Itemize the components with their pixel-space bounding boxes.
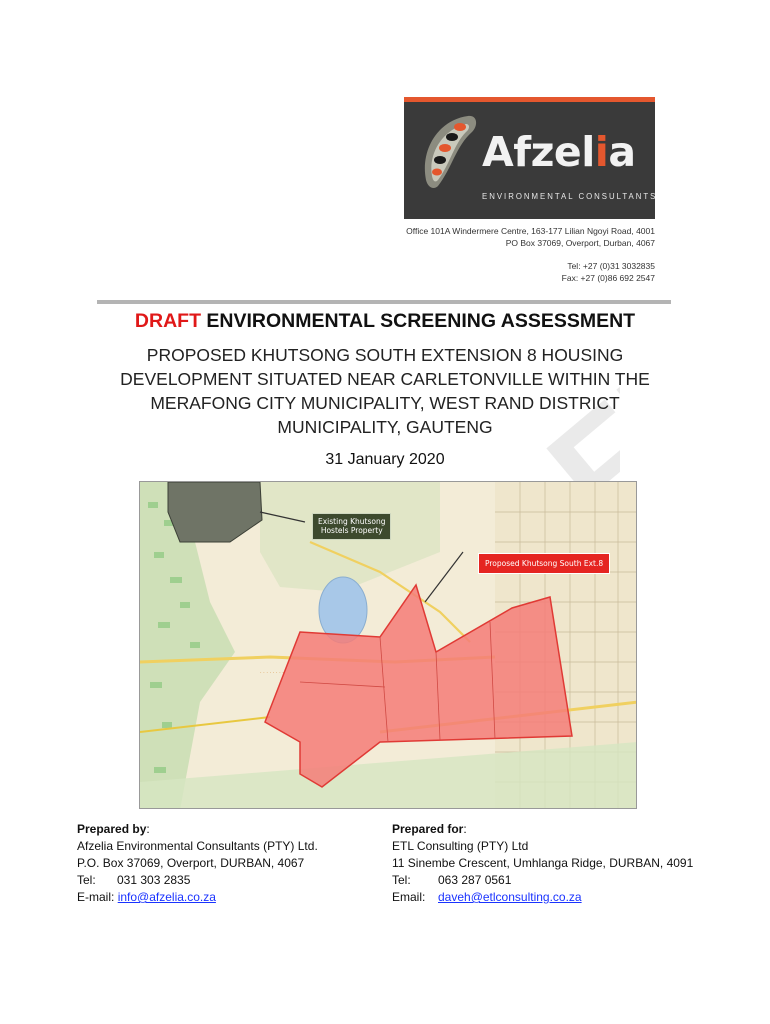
subtitle-line-1: PROPOSED KHUTSONG SOUTH EXTENSION 8 HOUSING	[146, 345, 624, 365]
prepared-by-email: E-mail: info@afzelia.co.za	[77, 890, 216, 904]
logo-seed-mark-icon	[416, 110, 480, 194]
existing-hostels-label: Existing Khutsong Hostels Property	[312, 513, 391, 540]
prepared-for-postal: 11 Sinembe Crescent, Umhlanga Ridge, DURBAN, 4091	[392, 856, 694, 870]
document-title: DRAFT ENVIRONMENTAL SCREENING ASSESSMENT	[134, 310, 636, 332]
prepared-by-heading: Prepared by	[77, 822, 147, 836]
subtitle-line-3: MERAFONG CITY MUNICIPALITY, WEST RAND DISTRICT	[150, 393, 620, 413]
prepared-for-tel: Tel: 063 287 0561	[392, 873, 512, 887]
subtitle-line-2: DEVELOPMENT SITUATED NEAR CARLETONVILLE WITHIN THE	[120, 369, 650, 389]
prepared-for-company: ETL Consulting (PTY) Ltd	[392, 839, 529, 853]
prepared-by-tel: Tel: 031 303 2835	[77, 873, 191, 887]
prepared-for-heading: Prepared for	[392, 822, 464, 836]
prepared-by-company: Afzelia Environmental Consultants (PTY) Ltd.	[77, 839, 318, 853]
prepared-by-postal: P.O. Box 37069, Overport, DURBAN, 4067	[77, 856, 305, 870]
address-line-1: Office 101A Windermere Centre, 163-177 Lilian Ngoyi Road, 4001	[406, 226, 655, 236]
site-locality-map	[139, 481, 637, 809]
draft-label: DRAFT	[134, 310, 201, 332]
prepared-for-block: Prepared for: ETL Consulting (PTY) Ltd 11 Sinembe Crescent, Umhlanga Ridge, DURBAN, 4091 Tel: 063 287 0561 Email: daveh@etlconsulting.co.za	[392, 822, 694, 904]
company-logo	[404, 97, 658, 219]
afzelia-email-link[interactable]: info@afzelia.co.za	[117, 890, 216, 904]
proposed-site-label: Proposed Khutsong South Ext.8	[478, 553, 610, 574]
logo-tagline: ENVIRONMENTAL CONSULTANTS	[482, 192, 658, 201]
address-tel: Tel: +27 (0)31 3032835	[567, 261, 655, 271]
subtitle-line-4: MUNICIPALITY, GAUTENG	[277, 417, 493, 437]
svg-text:· · · · · · · ·: · · · · · · · ·	[260, 670, 284, 676]
etl-email-link[interactable]: daveh@etlconsulting.co.za	[438, 890, 582, 904]
address-fax: Fax: +27 (0)86 692 2547	[561, 273, 655, 283]
address-line-2: PO Box 37069, Overport, Durban, 4067	[505, 238, 655, 248]
prepared-for-email: Email: daveh@etlconsulting.co.za	[392, 890, 582, 904]
document-date: 31 January 2020	[325, 451, 445, 468]
prepared-by-block: Prepared by: Afzelia Environmental Consultants (PTY) Ltd. P.O. Box 37069, Overport, DURBAN, 4067 Tel: 031 303 2835 E-mail: info@afzelia.co.za	[77, 822, 318, 904]
header-divider	[97, 300, 671, 304]
logo-wordmark: Afzelia	[482, 128, 636, 176]
